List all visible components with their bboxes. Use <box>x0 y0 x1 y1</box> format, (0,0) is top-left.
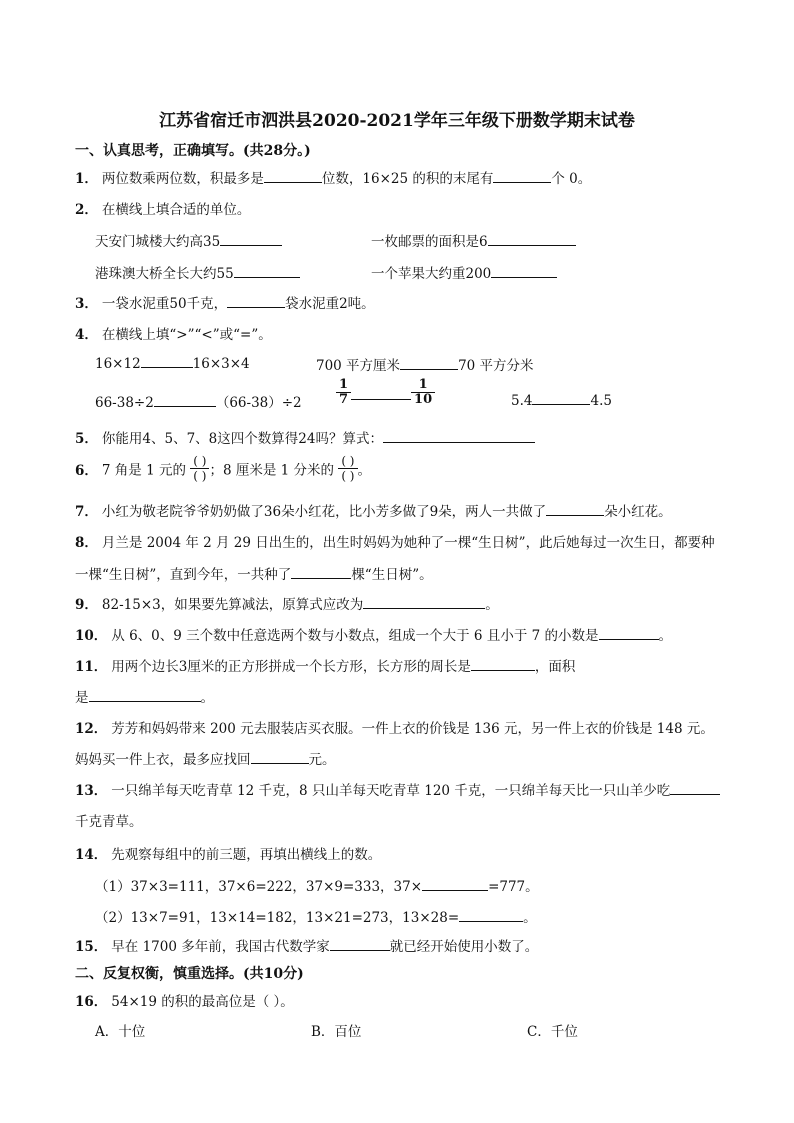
answer-blank[interactable] <box>532 391 590 405</box>
fraction: $\frac{1}{7}$ <box>336 378 351 407</box>
question-text: 54×19 的积的最高位是（ ）。 <box>111 994 294 1010</box>
question-number: 16． <box>75 994 108 1010</box>
q4-compare-3: 66-38÷2 （66-38）÷2 <box>95 395 302 411</box>
answer-blank[interactable] <box>251 750 309 764</box>
fraction-blank[interactable]: $\frac{( )}{( )}$ <box>190 454 209 483</box>
question-text: 袋水泥重2吨。 <box>285 296 375 312</box>
fraction: $\frac{1}{10}$ <box>411 378 435 407</box>
question-number: 6． <box>75 462 98 479</box>
question-11 <box>75 655 575 675</box>
question-number: 5． <box>75 431 98 447</box>
question-12-continued <box>75 748 336 768</box>
q4-compare-2: 700 平方厘米 70 平方分米 <box>316 358 534 374</box>
question-13-continued <box>75 810 143 830</box>
answer-blank[interactable] <box>227 294 285 308</box>
question-7 <box>75 500 672 520</box>
question-text: 个 0。 <box>551 171 592 187</box>
question-number: 2． <box>75 202 98 218</box>
question-3 <box>75 292 375 312</box>
option-b[interactable]: B．百位 <box>311 1024 362 1040</box>
question-number: 8． <box>75 535 98 551</box>
answer-blank[interactable] <box>291 565 351 579</box>
question-number: 14． <box>75 847 108 863</box>
question-number: 10． <box>75 628 108 644</box>
question-text: 朵小红花。 <box>604 504 672 520</box>
q14-line-2: （2）13×7=91，13×14=182，13×21=273，13×28= 。 <box>95 910 537 926</box>
question-8-continued <box>75 563 433 583</box>
question-12 <box>75 717 714 737</box>
question-text: 妈妈买一件上衣，最多应找回 <box>75 752 251 768</box>
answer-blank[interactable] <box>491 264 557 278</box>
q4-compare-1: 16×12 16×3×4 <box>95 356 250 372</box>
question-text: 元。 <box>308 752 336 768</box>
question-number: 12． <box>75 721 108 737</box>
question-number: 3． <box>75 296 98 312</box>
answer-blank[interactable] <box>400 356 458 370</box>
answer-blank[interactable] <box>89 688 201 702</box>
question-text: 千克青草。 <box>75 814 143 830</box>
answer-blank[interactable] <box>488 232 576 246</box>
question-text: 。 <box>200 690 214 706</box>
question-1 <box>75 167 591 187</box>
question-text: 棵“生日树”。 <box>351 567 433 583</box>
question-text: 从 6、0、9 三个数中任意选两个数与小数点，组成一个大于 6 且小于 7 的小数是 <box>111 628 599 644</box>
question-text: 是 <box>75 690 89 706</box>
answer-blank[interactable] <box>670 781 720 795</box>
q14-line-1: （1）37×3=111，37×6=222，37×9=333，37× =777。 <box>95 879 539 895</box>
answer-blank[interactable] <box>154 393 216 407</box>
question-text: 月兰是 2004 年 2 月 29 日出生的，出生时妈妈为她种了一棵“生日树”，此后她每过一次生日，都要种 <box>101 535 715 551</box>
section-1-heading: 一、认真思考，正确填写。(共28分。) <box>75 143 311 159</box>
question-15 <box>75 935 538 955</box>
question-text: 用两个边长3厘米的正方形拼成一个长方形，长方形的周长是 <box>111 659 471 675</box>
question-text: 在横线上填合适的单位。 <box>101 202 251 218</box>
question-text: ，面积 <box>534 659 576 675</box>
page-title: 江苏省宿迁市泗洪县2020-2021学年三年级下册数学期末试卷 <box>159 111 635 131</box>
question-text: 。 <box>658 628 672 644</box>
question-10 <box>75 624 672 644</box>
answer-blank[interactable] <box>546 502 604 516</box>
q2-item-2: 一枚邮票的面积是6 <box>371 230 576 250</box>
answer-blank[interactable] <box>330 937 390 951</box>
answer-blank[interactable] <box>363 595 485 609</box>
q2-item-1: 天安门城楼大约高35 <box>95 230 282 250</box>
answer-blank[interactable] <box>141 354 193 368</box>
question-text: 芳芳和妈妈带来 200 元去服装店买衣服。一件上衣的价钱是 136 元，另一件上衣的价钱是 148 元。 <box>111 721 714 737</box>
question-14 <box>75 843 381 863</box>
question-text: 一棵“生日树”，直到今年，一共种了 <box>75 567 292 583</box>
answer-blank[interactable] <box>351 386 411 400</box>
question-text: 两位数乘两位数，积最多是 <box>101 171 264 187</box>
question-text: 位数，16×25 的积的末尾有 <box>321 171 494 187</box>
answer-blank[interactable] <box>493 169 551 183</box>
answer-blank[interactable] <box>220 232 282 246</box>
option-a[interactable]: A．十位 <box>95 1024 146 1040</box>
question-text: 一袋水泥重50千克， <box>101 296 228 312</box>
question-4 <box>75 323 272 343</box>
answer-blank[interactable] <box>459 908 523 922</box>
question-2 <box>75 198 250 218</box>
question-number: 9． <box>75 597 98 613</box>
q2-item-3: 港珠澳大桥全长大约55 <box>95 262 300 282</box>
question-text: 你能用4、5、7、8这四个数算得24吗？算式： <box>101 431 383 447</box>
question-5 <box>75 427 535 447</box>
answer-blank[interactable] <box>264 169 322 183</box>
question-text: 一只绵羊每天吃青草 12 千克，8 只山羊每天吃青草 120 千克，一只绵羊每天比一只山羊少吃 <box>111 783 671 799</box>
question-13 <box>75 779 720 799</box>
section-2-heading: 二、反复权衡，慎重选择。(共10分) <box>75 966 304 982</box>
option-c[interactable]: C．千位 <box>527 1024 578 1040</box>
question-text: 小红为敬老院爷爷奶奶做了36朵小红花，比小芳多做了9朵，两人一共做了 <box>101 504 547 520</box>
question-number: 1． <box>75 171 98 187</box>
question-text: 先观察每组中的前三题，再填出横线上的数。 <box>111 847 382 863</box>
question-16 <box>75 990 294 1010</box>
answer-blank[interactable] <box>471 657 535 671</box>
question-text: 在横线上填“>”“<”或“=”。 <box>101 327 272 343</box>
question-number: 4． <box>75 327 98 343</box>
question-9 <box>75 593 499 613</box>
question-number: 7． <box>75 504 98 520</box>
question-text: 。 <box>485 597 499 613</box>
question-text: 82-15×3，如果要先算减法，原算式应改为 <box>101 597 364 613</box>
q2-item-4: 一个苹果大约重200 <box>371 262 557 282</box>
question-11-continued <box>75 686 214 706</box>
question-8 <box>75 531 715 551</box>
q4-compare-5: 5.4 4.5 <box>511 393 612 409</box>
question-text: 就已经开始使用小数了。 <box>389 939 539 955</box>
question-number: 11． <box>75 659 108 675</box>
fraction-blank[interactable]: $\frac{( )}{( )}$ <box>338 454 357 483</box>
question-number: 15． <box>75 939 108 955</box>
answer-blank[interactable] <box>422 877 488 891</box>
question-6: 6． 7 角是 1 元的 $\frac{( )}{( )}$ ；8 厘米是 1 分米的 $\frac{( )}{( )}$ 。 <box>75 454 371 483</box>
q4-compare-4 <box>336 378 435 407</box>
question-number: 13． <box>75 783 108 799</box>
answer-blank[interactable] <box>383 429 535 443</box>
answer-blank[interactable] <box>599 626 659 640</box>
answer-blank[interactable] <box>234 264 300 278</box>
question-text: 早在 1700 多年前，我国古代数学家 <box>111 939 330 955</box>
